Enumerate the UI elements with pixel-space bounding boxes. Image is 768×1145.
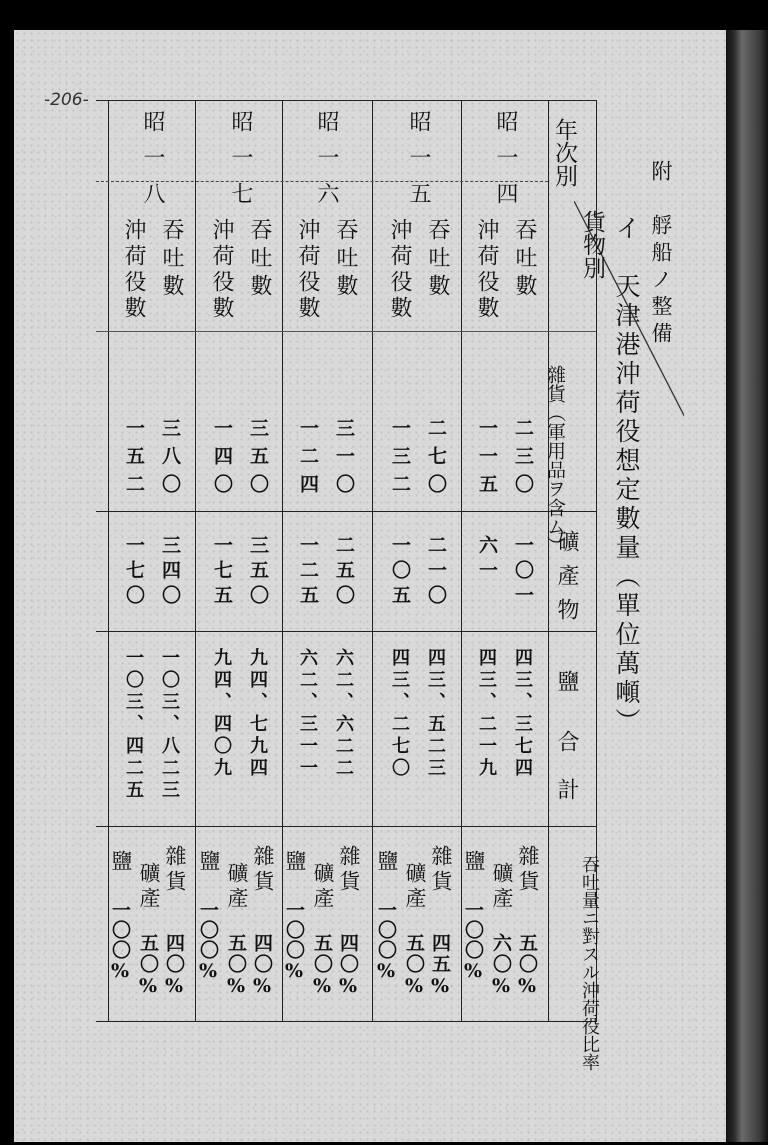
general-lighterage-value: 一二四: [297, 418, 319, 502]
subsection-heading: イ 天津港沖荷役想定數量（單位萬噸）: [612, 215, 641, 737]
mineral-lighterage-value: 一〇五: [389, 535, 411, 610]
mineral-lighterage-value: 六一: [476, 535, 498, 585]
mineral-throughput-value: 二一〇: [425, 535, 447, 610]
ratio-label-mineral: 礦產: [137, 862, 161, 912]
sub-label-throughput: 吞吐數: [333, 218, 358, 302]
ratio-mineral-value: 六〇%: [490, 933, 512, 999]
general-throughput-value: 三一〇: [333, 418, 355, 502]
sub-label-lighterage: 沖荷役數: [295, 218, 320, 322]
ratio-salt-value: 一〇〇%: [109, 900, 131, 983]
ratio-salt-value: 一〇〇%: [197, 900, 219, 983]
ratio-salt-value: 一〇〇%: [283, 900, 305, 983]
ratio-label-mineral: 礦產: [225, 862, 249, 912]
ratio-label-salt: 鹽: [462, 850, 486, 873]
general-lighterage-value: 一一五: [476, 418, 498, 502]
general-lighterage-value: 一五二: [123, 418, 145, 502]
ratio-label-mineral: 礦產: [403, 862, 427, 912]
salt-throughput-value: 四三、五二三: [425, 648, 446, 780]
salt-throughput-value: 六二、六二二: [333, 648, 354, 780]
mineral-throughput-value: 二五〇: [333, 535, 355, 610]
ratio-mineral-value: 五〇%: [137, 933, 159, 999]
sub-label-throughput: 吞吐數: [512, 218, 537, 302]
ratio-mineral-value: 五〇%: [403, 933, 425, 999]
year-header: 昭一七: [228, 110, 253, 218]
row-header-total: 合計: [554, 730, 579, 826]
salt-lighterage-value: 六二、三一一: [297, 648, 318, 780]
general-lighterage-value: 一三二: [389, 418, 411, 502]
ratio-label-general: 雜貨: [337, 845, 361, 895]
general-lighterage-value: 一四〇: [211, 418, 233, 502]
sub-label-lighterage: 沖荷役數: [209, 218, 234, 322]
ratio-label-general: 雜貨: [429, 845, 453, 895]
general-throughput-value: 三八〇: [159, 418, 181, 502]
page-number: -206-: [44, 90, 89, 110]
salt-throughput-value: 一〇三、八二三: [159, 648, 180, 802]
book-spine-edge: [726, 30, 768, 1142]
sub-label-lighterage: 沖荷役數: [474, 218, 499, 322]
corner-year-label: 年次別: [551, 118, 577, 187]
row-header-general: 雜貨（軍用品ヲ含ム）: [544, 365, 566, 555]
mineral-throughput-value: 一〇一: [512, 535, 534, 610]
year-header: 昭一六: [314, 110, 339, 218]
row-header-mineral: 礦產物: [554, 530, 579, 632]
ratio-general-value: 四五%: [429, 933, 451, 999]
ratio-label-general: 雜貨: [163, 845, 187, 895]
corner-cargo-label: 貨物別: [579, 210, 605, 279]
ratio-label-salt: 鹽: [283, 850, 307, 873]
salt-lighterage-value: 四三、二七〇: [389, 648, 410, 780]
sub-label-throughput: 吞吐數: [425, 218, 450, 302]
ratio-general-value: 四〇%: [163, 933, 185, 999]
general-throughput-value: 三五〇: [247, 418, 269, 502]
ratio-label-salt: 鹽: [109, 850, 133, 873]
ratio-salt-value: 一〇〇%: [375, 900, 397, 983]
appendix-heading: 附 艀船ノ整備: [649, 160, 673, 349]
year-header: 昭一五: [406, 110, 431, 218]
mineral-throughput-value: 三五〇: [247, 535, 269, 610]
salt-throughput-value: 四三、三七四: [512, 648, 533, 780]
mineral-lighterage-value: 一二五: [297, 535, 319, 610]
ratio-label-general: 雜貨: [251, 845, 275, 895]
year-header: 昭一八: [140, 110, 165, 218]
ratio-label-mineral: 礦產: [490, 862, 514, 912]
mineral-lighterage-value: 一七〇: [123, 535, 145, 610]
general-throughput-value: 二三〇: [512, 418, 534, 502]
general-throughput-value: 二七〇: [425, 418, 447, 502]
salt-lighterage-value: 一〇三、四二五: [123, 648, 144, 802]
ratio-general-value: 四〇%: [337, 933, 359, 999]
ratio-label-mineral: 礦產: [311, 862, 335, 912]
sub-label-lighterage: 沖荷役數: [121, 218, 146, 322]
ratio-general-value: 四〇%: [251, 933, 273, 999]
ratio-salt-value: 一〇〇%: [462, 900, 484, 983]
row-header-ratio: 吞吐量ニ對スル沖荷役比率: [579, 855, 600, 1071]
sub-label-throughput: 吞吐數: [247, 218, 272, 302]
row-header-salt: 鹽: [554, 670, 579, 692]
sub-label-lighterage: 沖荷役數: [387, 218, 412, 322]
ratio-label-salt: 鹽: [197, 850, 221, 873]
mineral-throughput-value: 三四〇: [159, 535, 181, 610]
ratio-mineral-value: 五〇%: [311, 933, 333, 999]
sub-label-throughput: 吞吐數: [159, 218, 184, 302]
year-header: 昭一四: [493, 110, 518, 218]
salt-lighterage-value: 四三、二一九: [476, 648, 497, 780]
mineral-lighterage-value: 一七五: [211, 535, 233, 610]
ratio-label-general: 雜貨: [516, 845, 540, 895]
ratio-mineral-value: 五〇%: [225, 933, 247, 999]
ratio-label-salt: 鹽: [375, 850, 399, 873]
salt-lighterage-value: 九四、四〇九: [211, 648, 232, 780]
salt-throughput-value: 九四、七九四: [247, 648, 268, 780]
ratio-general-value: 五〇%: [516, 933, 538, 999]
